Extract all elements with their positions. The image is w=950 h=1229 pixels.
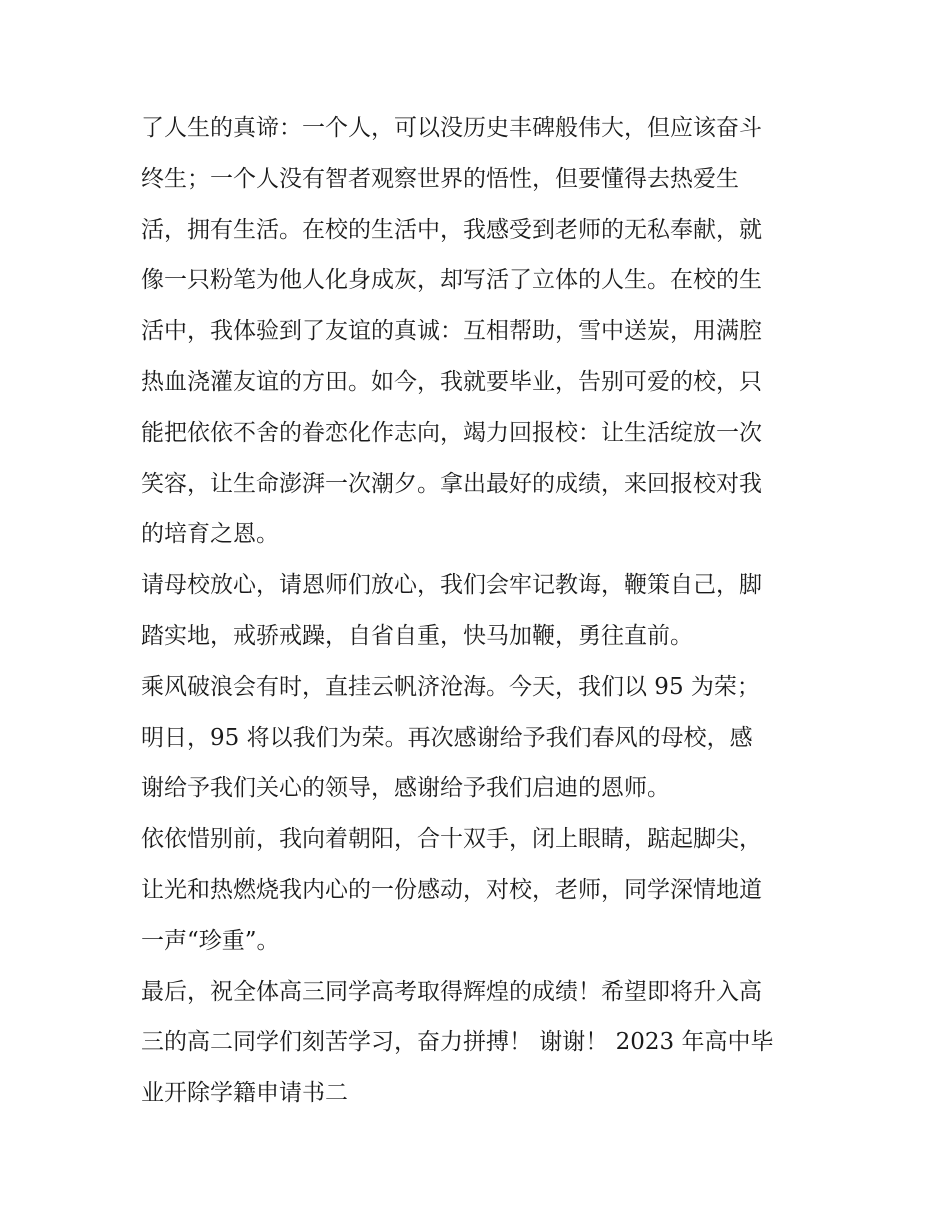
document-body	[141, 103, 811, 1119]
text-line: 终生；一个人没有智者观察世界的悟性，但要懂得去热爱生	[141, 165, 739, 192]
text-line: 像一只粉笔为他人化身成灰，却写活了立体的人生。在校的生	[141, 267, 762, 294]
text-line: 活，拥有生活。在校的生活中，我感受到老师的无私奉献，就	[141, 216, 762, 243]
text-line: 三的高二同学们刻苦学习，奋力拼搏！ 谢谢！ 2023 年高中毕	[141, 1029, 774, 1056]
text-line: 能把依依不舍的眷恋化作志向，竭力回报校：让生活绽放一次	[141, 419, 762, 446]
text-line: 热血浇灌友谊的方田。如今，我就要毕业，告别可爱的校，只	[141, 368, 762, 395]
text-line: 最后，祝全体高三同学高考取得辉煌的成绩！希望即将升入高	[141, 978, 762, 1005]
text-line: 一声“珍重”。	[141, 927, 280, 954]
text-line: 请母校放心，请恩师们放心，我们会牢记教诲，鞭策自己，脚	[141, 572, 762, 599]
text-line: 了人生的真谛：一个人，可以没历史丰碑般伟大，但应该奋斗	[141, 115, 762, 141]
text-line: 谢给予我们关心的领导，感谢给予我们启迪的恩师。	[141, 775, 670, 802]
text-line: 乘风破浪会有时，直挂云帆济沧海。今天，我们以 95 为荣；	[141, 673, 760, 700]
text-line: 依依惜别前，我向着朝阳，合十双手，闭上眼睛，踮起脚尖，	[141, 826, 762, 853]
text-line: 活中，我体验到了友谊的真诚：互相帮助，雪中送炭，用满腔	[141, 318, 762, 345]
text-line: 的培育之恩。	[141, 521, 279, 548]
text-line: 笑容，让生命澎湃一次潮夕。拿出最好的成绩，来回报校对我	[141, 470, 762, 497]
text-line: 明日，95 将以我们为荣。再次感谢给予我们春风的母校，感	[141, 724, 753, 751]
text-line: 业开除学籍申请书二	[141, 1080, 348, 1107]
text-line: 踏实地，戒骄戒躁，自省自重，快马加鞭，勇往直前。	[141, 622, 693, 649]
text-line: 让光和热燃烧我内心的一份感动，对校，老师，同学深情地道	[141, 876, 762, 903]
